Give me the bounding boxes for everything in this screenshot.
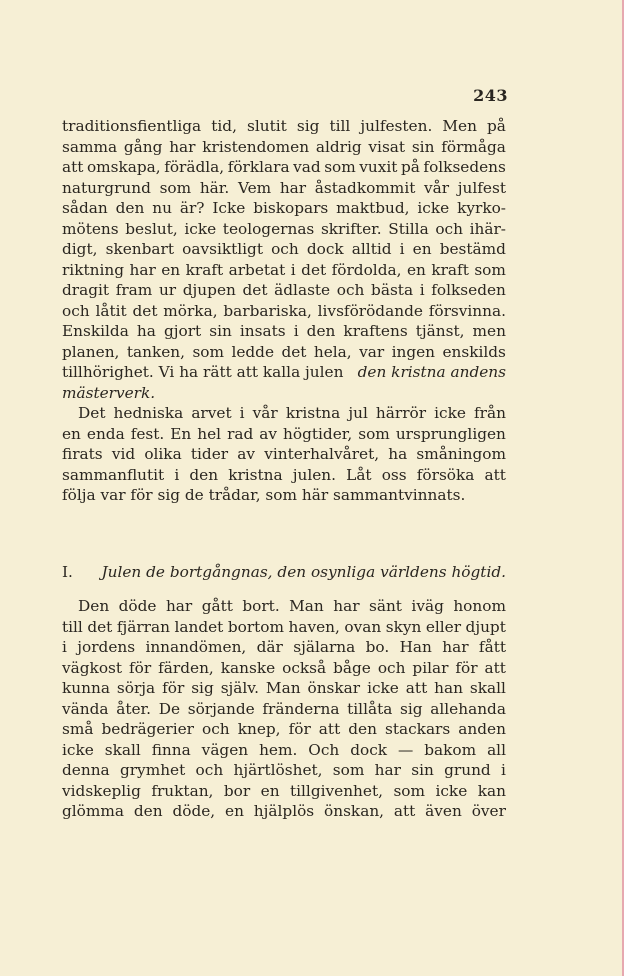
word: Enskilda: [62, 322, 129, 340]
word: hjärtlöshet,: [233, 761, 323, 779]
word: biskopars: [253, 199, 329, 217]
text-line: [62, 198, 506, 219]
text-line: [62, 116, 506, 137]
word: har: [279, 178, 307, 197]
word: skyn: [385, 617, 422, 636]
word: gång: [123, 137, 163, 156]
word: vägen: [201, 740, 249, 759]
text-line-content: följa var för sig de trådar, som här sammantvinnats.: [62, 486, 466, 504]
word: bortom: [227, 617, 284, 636]
word: sig: [296, 117, 320, 135]
word: innandömen,: [145, 638, 247, 656]
word: har: [374, 761, 401, 779]
word: i: [501, 761, 506, 779]
word: som: [474, 260, 506, 279]
word: kan: [477, 781, 506, 800]
word: skall: [469, 679, 506, 697]
word: kraft: [431, 260, 469, 279]
word: förädla,: [164, 158, 225, 176]
word: vår: [424, 178, 450, 197]
word: var: [359, 342, 385, 361]
word: jordens: [77, 638, 136, 656]
word: i: [239, 404, 245, 422]
word: sörjande: [187, 699, 255, 718]
text-line: [62, 485, 506, 506]
word: sin: [209, 322, 232, 340]
word: ur: [158, 281, 177, 299]
word: Man: [265, 679, 301, 697]
text-line: [62, 678, 506, 699]
word: tid,: [211, 117, 237, 135]
word: Låt: [346, 465, 372, 484]
word: traditionsfientliga: [62, 117, 202, 135]
word: visat: [368, 137, 406, 156]
word: folksedens: [423, 158, 506, 176]
word: omskapa,: [86, 158, 161, 176]
text-line-content: mästerverk.: [62, 383, 156, 402]
word: fruktan,: [151, 781, 214, 800]
word: arvet: [191, 404, 232, 422]
word: sådan: [62, 199, 108, 217]
word: —: [397, 740, 414, 759]
word: som: [332, 761, 365, 779]
word: rad: [227, 424, 254, 443]
word: för: [288, 720, 311, 738]
word: grund: [444, 761, 491, 779]
word: det: [132, 301, 158, 320]
word: till: [62, 617, 83, 636]
word: Den: [78, 597, 110, 615]
text-line: [62, 137, 506, 158]
word: maktbud,: [336, 199, 410, 217]
word: slutit: [247, 117, 287, 135]
word: naturgrund: [62, 178, 151, 197]
section-numeral: I.: [62, 563, 73, 581]
text-line: [62, 383, 506, 404]
word: hjälplös: [253, 802, 315, 820]
word: och: [435, 219, 463, 238]
word: enskilds: [442, 342, 506, 361]
word: ha: [388, 445, 408, 463]
word: sänt: [368, 597, 402, 615]
word: fått: [478, 638, 506, 656]
word: Han: [399, 638, 432, 656]
word: kanske: [220, 658, 276, 677]
word: skrifter.: [320, 219, 382, 238]
word: försöka: [416, 465, 475, 484]
word: De: [158, 699, 181, 718]
word: ihär-: [469, 219, 506, 238]
word: bo.: [365, 638, 390, 656]
word: kunna: [62, 679, 110, 697]
word: och: [271, 240, 299, 258]
word: själarna: [293, 638, 356, 656]
word: den: [115, 199, 145, 217]
word: Men: [442, 117, 477, 135]
word: dock: [306, 240, 344, 258]
word: alltid: [351, 240, 392, 258]
word: och: [336, 281, 365, 299]
word: oavsiktligt: [182, 240, 263, 258]
word: fest.: [130, 424, 165, 443]
text-line: [62, 178, 506, 199]
word: sig: [191, 679, 214, 697]
text-line: [62, 260, 506, 281]
word: Stilla: [388, 219, 429, 238]
word: där: [256, 638, 283, 656]
word: fram: [115, 281, 153, 299]
word: tillgivenhet,: [290, 781, 383, 800]
word: haven,: [288, 617, 340, 636]
word: bakom: [424, 740, 477, 759]
word: sin: [411, 761, 434, 779]
word: tanken,: [126, 342, 186, 361]
text-line: [62, 362, 506, 383]
word: högtider,: [283, 424, 353, 443]
word: dock: [350, 740, 388, 759]
word: icke: [434, 404, 466, 422]
word: vidskeplig: [62, 781, 141, 800]
word: en: [412, 240, 432, 258]
word: för: [455, 658, 478, 677]
word: i: [62, 638, 67, 656]
text-line: [62, 801, 506, 822]
word: sammanflutit: [62, 465, 165, 484]
word: åter.: [116, 699, 152, 718]
word: den: [133, 802, 163, 820]
italic-phrase: den kristna andens: [357, 363, 506, 381]
word: tider: [190, 445, 229, 463]
text-line: [62, 321, 506, 342]
word: att: [318, 720, 341, 738]
text-line: [62, 280, 506, 301]
word: åstadkommit: [314, 178, 416, 197]
word: att: [484, 658, 506, 677]
word: pilar: [412, 658, 449, 677]
word: finna: [151, 740, 191, 759]
word: teologernas: [222, 219, 315, 238]
word: i: [293, 322, 299, 340]
word: hedniska: [113, 404, 184, 422]
word: som: [393, 781, 426, 800]
word: även: [425, 802, 462, 820]
word: en: [62, 424, 81, 443]
word: döde,: [172, 802, 216, 820]
word: hem.: [259, 740, 298, 759]
word: vuxit: [359, 158, 398, 176]
text-line: [62, 719, 506, 740]
word: småningom: [416, 445, 506, 463]
word: ha: [136, 322, 156, 340]
word: det: [281, 342, 307, 361]
word: och: [195, 761, 224, 779]
word: julfest: [457, 178, 506, 197]
word: icke: [62, 740, 94, 759]
word: aldrig: [315, 137, 362, 156]
word: bestämd: [439, 240, 506, 258]
word: fördolda,: [331, 260, 402, 279]
word: icke: [417, 199, 450, 217]
paragraph-continuation: [62, 116, 506, 506]
word: bedrägerier: [101, 720, 194, 738]
word: knep,: [237, 720, 281, 738]
word: insats: [239, 322, 286, 340]
word: och: [62, 301, 90, 320]
text-line: [62, 637, 506, 658]
word: har: [442, 638, 469, 656]
word: Det: [78, 404, 106, 422]
word: i: [419, 281, 425, 299]
word: skall: [104, 740, 141, 759]
word: jul: [348, 404, 368, 422]
word: den: [306, 322, 336, 340]
word: honom: [453, 597, 506, 615]
word: små: [62, 720, 94, 738]
word: riktning: [62, 260, 125, 279]
word: hela,: [313, 342, 352, 361]
page-number: 243: [473, 86, 508, 105]
word: vägkost: [62, 658, 123, 677]
word: mötens: [62, 219, 119, 238]
word: försvinna.: [428, 301, 506, 320]
word: vid: [111, 445, 136, 463]
word: att: [405, 679, 428, 697]
word: färden,: [158, 658, 214, 677]
word: landet: [174, 617, 224, 636]
word: sin: [411, 137, 435, 156]
word: icke: [184, 219, 217, 238]
word: båge: [333, 658, 371, 677]
word: det: [242, 281, 268, 299]
word: önskan,: [324, 802, 385, 820]
word: bort.: [242, 597, 280, 615]
word: som: [358, 424, 390, 443]
word: har: [165, 597, 193, 615]
word: icke: [367, 679, 399, 697]
word: låtit: [95, 301, 127, 320]
text-line: [62, 403, 506, 424]
word: den: [189, 465, 219, 484]
word: en: [225, 802, 244, 820]
word: här.: [199, 178, 230, 197]
word: icke: [435, 781, 468, 800]
word: kraftens: [343, 322, 408, 340]
word: eller: [425, 617, 462, 636]
word: kristna: [228, 465, 283, 484]
word: oss: [381, 465, 407, 484]
word: ursprungligen: [395, 424, 506, 443]
word: Vem: [237, 178, 272, 197]
word: på: [400, 158, 420, 176]
word: och: [377, 658, 406, 677]
word: En: [170, 424, 192, 443]
word: anden: [458, 720, 506, 738]
word: sig: [400, 699, 423, 718]
word: ledde: [231, 342, 275, 361]
text-line: [62, 157, 506, 178]
word: tillåta: [347, 699, 393, 718]
word: förmåga: [441, 137, 506, 156]
word: barbariska,: [223, 301, 312, 320]
word: livsförödande: [317, 301, 423, 320]
word: all: [487, 740, 506, 759]
word: tjänst,: [415, 322, 465, 340]
text-line: [62, 617, 506, 638]
word: är?: [179, 199, 205, 217]
word: har: [169, 137, 196, 156]
word: att: [484, 465, 506, 484]
word: sörja: [116, 679, 156, 697]
word: ovan: [344, 617, 382, 636]
word: beslut,: [125, 219, 178, 238]
text-line-content: tillhörighet. Vi ha rätt att kalla julen: [62, 363, 344, 381]
word: en: [406, 260, 426, 279]
word: hel: [197, 424, 222, 443]
word: gjort: [163, 322, 202, 340]
word: förklara: [227, 158, 290, 176]
text-line: [62, 239, 506, 260]
word: av: [259, 424, 278, 443]
word: fränderna: [262, 699, 340, 718]
word: på: [487, 117, 506, 135]
text-line: [62, 465, 506, 486]
word: enda: [86, 424, 125, 443]
text-line: [62, 342, 506, 363]
word: Man: [289, 597, 324, 615]
word: härrör: [375, 404, 427, 422]
word: grymhet: [119, 761, 186, 779]
word: nu: [152, 199, 172, 217]
word: bor: [223, 781, 251, 800]
word: ingen: [391, 342, 436, 361]
word: en: [161, 260, 181, 279]
word: bästa: [371, 281, 414, 299]
word: önskar: [307, 679, 361, 697]
word: planen,: [62, 342, 120, 361]
text-line: [62, 219, 506, 240]
word: samma: [62, 137, 118, 156]
word: det: [301, 260, 327, 279]
word: i: [399, 240, 405, 258]
word: har: [333, 597, 360, 615]
word: firats: [62, 445, 103, 463]
word: för: [128, 658, 152, 677]
word: döde: [118, 597, 157, 615]
word: han: [434, 679, 463, 697]
word: som: [159, 178, 192, 197]
paragraph-section-1: [62, 596, 506, 822]
word: av: [237, 445, 256, 463]
word: också: [282, 658, 327, 677]
word: själv.: [220, 679, 259, 697]
word: en: [260, 781, 280, 800]
word: vad: [293, 158, 321, 176]
text-line: [62, 444, 506, 465]
word: i: [174, 465, 180, 484]
text-line: [62, 699, 506, 720]
word: kristendomen: [202, 137, 310, 156]
word: digt,: [62, 240, 98, 258]
word: denna: [62, 761, 110, 779]
word: olika: [144, 445, 182, 463]
word: som: [324, 158, 356, 176]
word: vinterhalvåret,: [264, 445, 380, 463]
word: från: [474, 404, 506, 422]
word: för: [162, 679, 185, 697]
word: mörka,: [163, 301, 218, 320]
text-line: [62, 740, 506, 761]
word: skenbart: [105, 240, 175, 258]
word: julfesten.: [360, 117, 433, 135]
word: kraft: [185, 260, 224, 279]
word: och: [202, 720, 230, 738]
text-line: [62, 424, 506, 445]
word: fjärran: [116, 617, 170, 636]
word: stackars: [384, 720, 451, 738]
word: arbetat: [228, 260, 286, 279]
word: att: [393, 802, 416, 820]
word: som: [192, 342, 225, 361]
word: i: [290, 260, 296, 279]
word: till: [329, 117, 351, 135]
text-line: [62, 760, 506, 781]
word: folkseden: [431, 281, 506, 299]
word: men: [472, 322, 506, 340]
word: vår: [252, 404, 278, 422]
word: Icke: [212, 199, 246, 217]
word: vända: [62, 699, 109, 718]
word: gått: [201, 597, 233, 615]
text-line: [62, 301, 506, 322]
word: ädlaste: [274, 281, 331, 299]
text-line: [62, 781, 506, 802]
word: julen.: [292, 465, 337, 484]
word: att: [62, 158, 84, 176]
word: dragit: [62, 281, 110, 299]
section-heading: [62, 562, 506, 582]
word: det: [87, 617, 113, 636]
text-line: [62, 658, 506, 679]
word: över: [471, 802, 506, 820]
word: iväg: [411, 597, 444, 615]
word: har: [129, 260, 156, 279]
word: allehanda: [430, 699, 506, 718]
word: kristna: [285, 404, 341, 422]
word: djupt: [465, 617, 506, 636]
word: kyrko-: [457, 199, 506, 217]
word: djupen: [182, 281, 236, 299]
word: glömma: [62, 802, 125, 820]
text-line: [62, 596, 506, 617]
word: Och: [308, 740, 340, 759]
word: den: [348, 720, 377, 738]
section-title: Julen de bortgångnas, den osynliga världens högtid.: [101, 563, 506, 581]
